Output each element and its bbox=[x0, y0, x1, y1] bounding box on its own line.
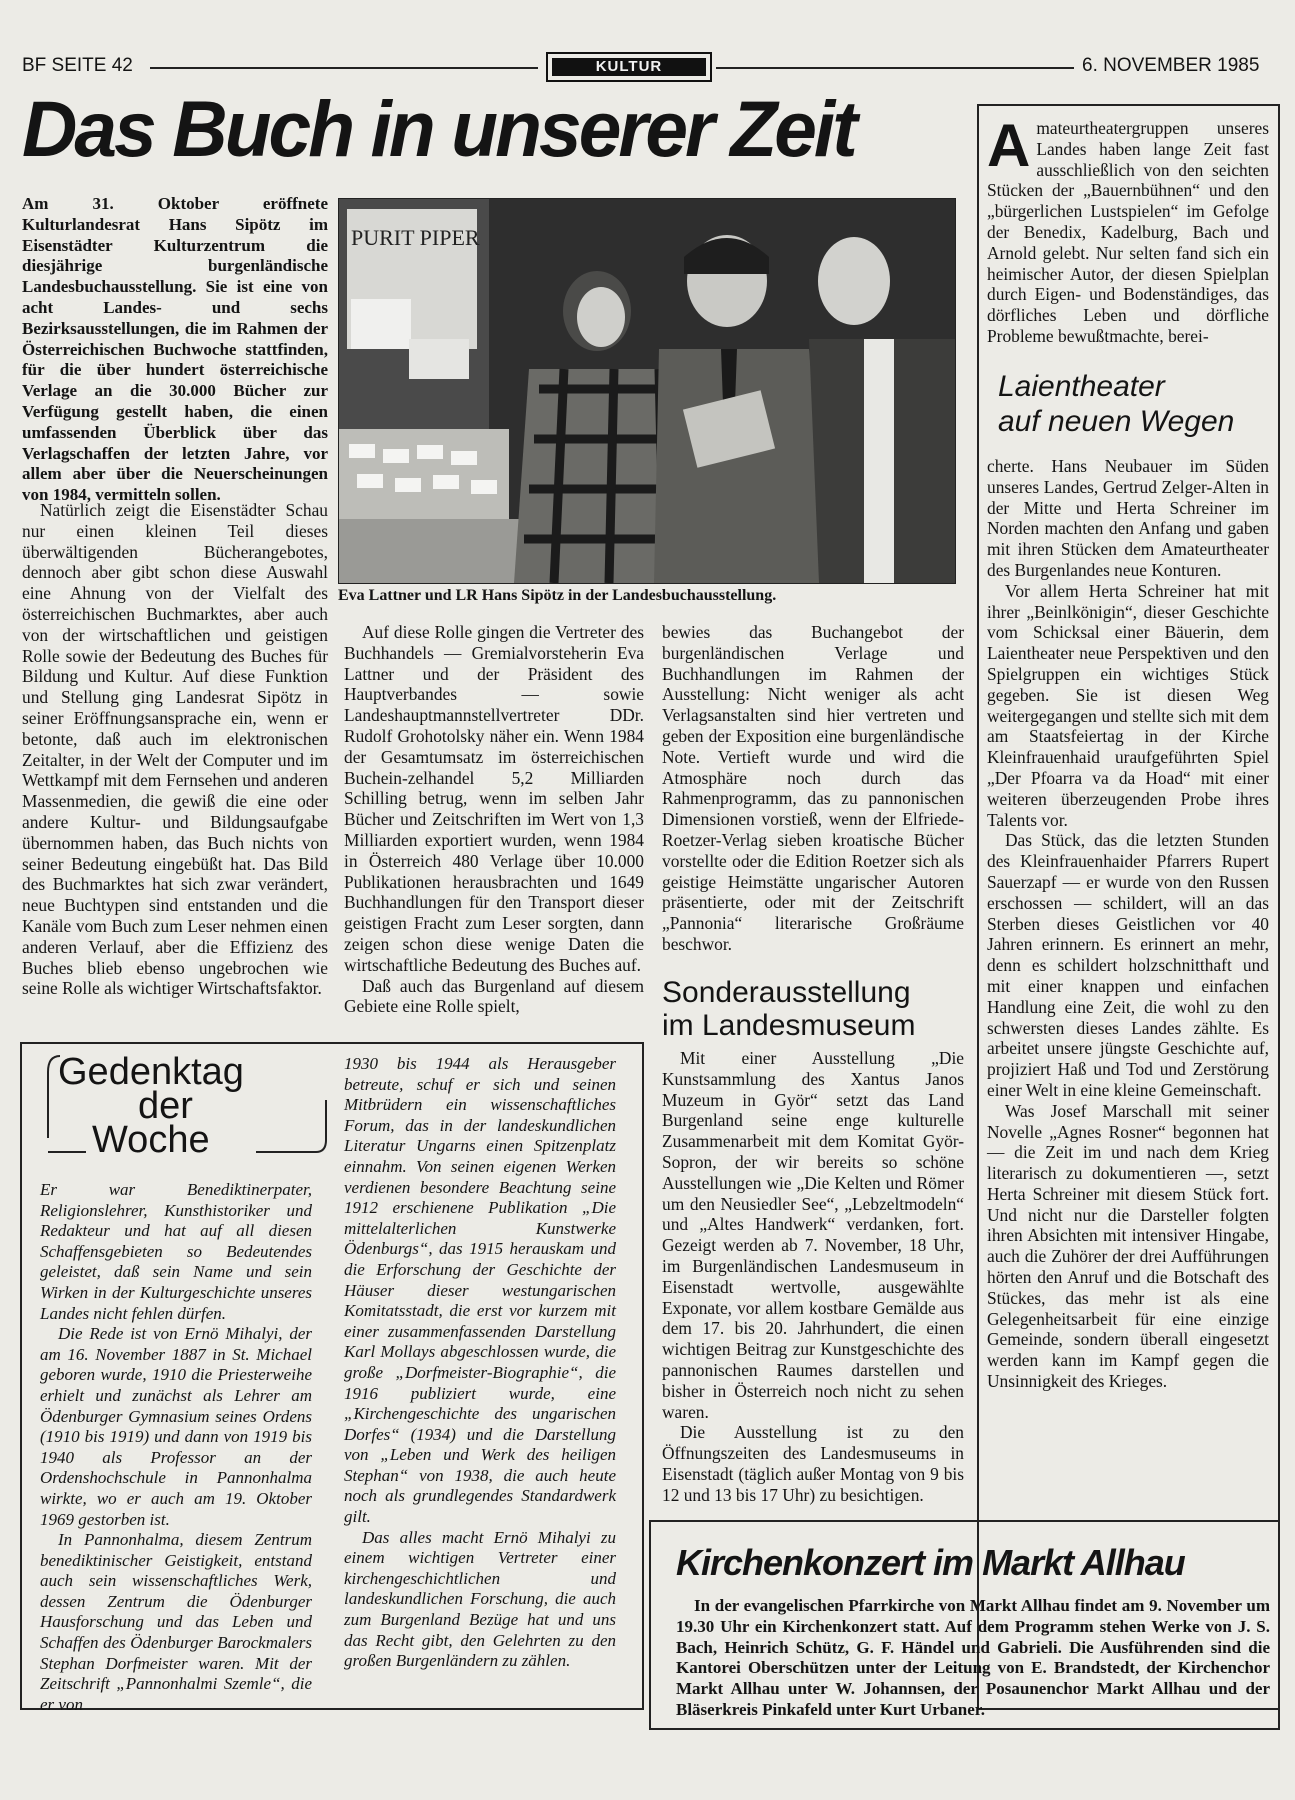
col2-body bbox=[344, 622, 644, 1017]
dropcap-letter: A bbox=[987, 112, 1031, 179]
sonder-title-line2: im Landesmuseum bbox=[662, 1009, 916, 1042]
col2-paragraph: Auf diese Rolle gingen die Vertreter des Buchhandels — Gremialvorsteherin Eva Lattner und der Präsident des Hauptverbandes — sowie Landeshauptmannstellvertreter DDr. Rudolf Grohotolsky näher ein. Wenn 1984 der Gesamtumsatz im österreichischen Buchein-zelhandel 5,2 Milliarden Schilling betrug, wenn im selben Jahr Bücher und Zeitschriften im Wert von 1,3 Milliarden exportiert wurden, wenn 1984 in Österreich 480 Verlage über 10.000 Publikationen herausbrachten und 1649 Buchhandlungen für den Transport dieser geistigen Fracht zum Leser sorgten, dann zeigen schon diese wenige Daten die wirtschaftliche Bedeutung des Buches auf. bbox=[344, 622, 644, 975]
laientheater-paragraph: cherte. Hans Neubauer im Süden unseres Landes, Gertrud Zelger-Alten in der Mitte und Herta Schreiner im Norden machten den Anfang und gaben mit ihren Stücken dem Amateurtheater des Burgenlandes neue Konturen. bbox=[987, 456, 1269, 580]
header-rule-right bbox=[716, 67, 1074, 69]
sonder-body bbox=[662, 1048, 964, 1506]
gedenktag-col2 bbox=[344, 1054, 616, 1672]
sonder-paragraph: Die Ausstellung ist zu den Öffnungszeiten des Landesmuseums in Eisenstadt (täglich außer Montag von 9 bis 12 und 13 bis 17 Uhr) zu besichtigen. bbox=[662, 1422, 964, 1505]
col1-body: Natürlich zeigt die Eisenstädter Schau nur einen kleinen Teil dieses überwältigenden Bücherangebotes, dennoch aber gibt schon diese Auswahl eine Ahnung von der Vielfalt des österreichischen Buchmarktes, aber auch von der wirtschaftlichen und geistigen Rolle sowie der Bedeutung des Buches für Bildung und Kultur. Auf diese Funktion und Stellung ging Landesrat Sipötz in seiner Eröffnungsansprache ein, wenn er betonte, daß auch im elektronischen Zeitalter, in der Welt der Computer und im Wettkampf mit dem Fernsehen und anderen Massenmedien, die gewiß die eine oder andere Kultur- und Bildungsaufgabe übernommen haben, das Buch nichts von seiner Bedeutung eingebüßt hat. Das Bild des Buchmarktes hat sich zwar verändert, neue Buchtypen sind entstanden und die Kanäle vom Buch zum Leser nehmen einen anderen Verlauf, aber die Effizienz des Buches blieb ebenso ungebrochen wie seine Rolle als wichtiger Wirtschaftsfaktor. bbox=[22, 500, 328, 999]
col3-body: bewies das Buchangebot der burgenländischen Verlage und Buchhandlungen im Rahmen der Ausstellung: Nicht weniger als acht Verlagsanstalten sind hier vertreten und geben der Exposition eine burgenländische Note. Vertieft wurde und wird die Atmosphäre noch durch das Rahmenprogramm, das zu pannonischen Dimensionen vorstieß, wenn der Elfriede-Roetzer-Verlag sieben kroatische Bücher vorstellte oder die Edition Roetzer sich als geistige Heimstätte ungarischer Autoren präsentierte, oder mit der Zeitschrift „Pannonia“ literarische Großräume beschwor. bbox=[662, 622, 964, 954]
gedenktag-paragraph: Das alles macht Ernö Mihalyi zu einem wichtigen Vertreter einer kirchengeschichtlichen und landeskundlichen Forschung, die auch zum Burgenland Bezüge hat und uns das Recht gibt, den Gelehrten zu den großen Burgenländern zu zählen. bbox=[344, 1527, 616, 1671]
laientheater-intro bbox=[987, 112, 1269, 347]
gedenktag-word: Woche bbox=[92, 1119, 210, 1161]
lead-paragraph: Am 31. Oktober eröffnete Kulturlandesrat Hans Sipötz im Eisenstädter Kulturzentrum die diesjährige burgenländische Landesbuchausstellung. Sie ist eine von acht Landes- und sechs Bezirksausstellungen, die im Rahmen der Österreichischen Buchwoche stattfinden, für die über hundert österreichische Verlage an die 30.000 Bücher zur Verfügung gestellt haben, die einen umfassenden Überblick über das Verlagschaffen der letzten Jahre, vor allem aber über die Neuerscheinungen von 1984, vermitteln sollen. bbox=[22, 194, 328, 505]
gedenktag-title bbox=[46, 1050, 336, 1162]
page-label: BF SEITE 42 bbox=[22, 55, 133, 76]
gedenktag-word: Gedenktag bbox=[58, 1051, 244, 1093]
gedenktag-col1 bbox=[40, 1180, 312, 1715]
photo-caption: Eva Lattner und LR Hans Sipötz in der Landesbuchausstellung. bbox=[338, 587, 777, 604]
intro-text: mateurtheatergruppen unseres Landes haben lange Zeit fast ausschließlich von den seichten Stücken der „Bauernbühnen“ und den „bürgerlichen Lustspielen“ im Gefolge der Benedix, Kadelburg, Bach und Arnold gelebt. Nur selten fand sich ein heimischer Autor, der diesen Spielplan durch Eigen- und Bodenständiges, das dörfliches Leben und dörfliche Probleme bewußtmachte, berei- bbox=[987, 118, 1269, 346]
laientheater-body bbox=[987, 456, 1269, 1392]
laientheater-paragraph: Was Josef Marschall mit seiner Novelle „Agnes Rosner“ begonnen hat — die Zeit im und nach dem Krieg literarisch zu dokumentieren —, setzt Herta Schreiner mit diesem Stück fort. Und nicht nur die Darsteller folgten ihren Absichten mit intensiver Hingabe, auch die Zuhörer der drei Aufführungen hörten den Anruf und die Botschaft des Stückes, das mehr ist als eine Gelegenheitsarbeit für eine einzige Gemeinde, sondern überall eingesetzt werden kann im Kampf gegen die Unsinnigkeit des Krieges. bbox=[987, 1100, 1269, 1392]
gedenktag-paragraph: Die Rede ist von Ernö Mihalyi, der am 16. November 1887 in St. Michael geboren wurde, 1910 die Priesterweihe erhielt und zunächst als Lehrer am Ödenburger Gymnasium seines Ordens (1910 bis 1919) und dann von 1919 bis 1940 als Professor an der Ordenshochschule in Pannonhalma wirkte, wo er auch am 19. Oktober 1969 gestorben ist. bbox=[40, 1324, 312, 1529]
gedenktag-paragraph: 1930 bis 1944 als Herausgeber betreute, schuf er sich und seinen Mitbrüdern ein wissenschaftliches Forum, das in der landeskundlichen Literatur Ungarns einen Spitzenplatz einnahm. Von seinen eigenen Werken verdienen besondere Beachtung seine 1912 erschienene Publikation „Die mittelalterlichen Kunstwerke Ödenburgs“, das 1915 herauskam und die Erforschung der Geschichte der Häuser dieser westungarischen Komitatsstadt, die erst vor kurzem mit einer zusammenfassenden Darstellung Karl Mollays abgeschlossen wurde, die große „Dorfmeister-Biographie“, die 1916 publiziert wurde, eine „Kirchengeschichte des ungarischen Dorfes“ (1934) und die Darstellung von „Leben und Werk des heiligen Stephan“ von 1938, die auch heute noch als grundlegendes Standardwerk gilt. bbox=[344, 1054, 616, 1527]
section-box bbox=[546, 52, 712, 82]
kirchenkonzert-title: Kirchenkonzert im Markt Allhau bbox=[676, 1542, 1185, 1583]
page-date: 6. NOVEMBER 1985 bbox=[1082, 55, 1260, 76]
header-rule-left bbox=[150, 67, 538, 69]
laientheater-paragraph: Das Stück, das die letzten Stunden des Kleinfrauenhaider Pfarrers Rupert Sauerzapf — er wurde von den Russen erschossen — schildert, will an das Sterben dieses Geistlichen vor 40 Jahren erinnern. Es erinnert an mehr, denn es schildert holzschnitthaft und mit einer knappen und einfachen Handlung eine Zeit, die wohl zu den schwersten dieses Landes zählte. Es arbeitet unsere jüngste Geschichte auf, projiziert Haß und Tod und Zerstörung einer Welt in eine kleine Gemeinschaft. bbox=[987, 830, 1269, 1100]
gedenktag-word: der bbox=[138, 1085, 193, 1127]
col2-paragraph: Daß auch das Burgenland auf diesem Gebiete eine Rolle spielt, bbox=[344, 975, 644, 1017]
gedenktag-paragraph: Er war Benediktinerpater, Religionslehrer, Kunsthistoriker und Redakteur und hat auf all diesen Schaffensgebieten so Bedeutendes geleistet, daß sein Name und sein Wirken in der Kulturgeschichte unseres Landes nicht fehlen dürfen. bbox=[40, 1180, 312, 1323]
headline: Das Buch in unserer Zeit bbox=[22, 84, 855, 173]
gedenktag-paragraph: In Pannonhalma, diesem Zentrum benediktinischer Geistigkeit, entstand auch sein wissenschaftliches Werk, dessen Zentrum die Ödenburger Hausforschung und das Leben und Schaffen des Ödenburger Barockmalers Stephan Dorfmeister waren. Mit der Zeitschrift „Pannonhalmi Szemle“, die er von bbox=[40, 1530, 312, 1714]
laientheater-title-line2: auf neuen Wegen bbox=[998, 405, 1235, 438]
laientheater-title-line1: Laientheater bbox=[998, 370, 1165, 403]
exhibition-photo bbox=[338, 198, 956, 584]
sign-text: PURIT PIPER bbox=[351, 225, 480, 250]
photo-illustration bbox=[339, 199, 955, 583]
laientheater-paragraph: Vor allem Herta Schreiner hat mit ihrer „Beinlkönigin“, dieser Geschichte vom Schicksal einer Bäuerin, dem Laientheater neue Perspektiven und den Spielgruppen ein wichtiges Stück gegeben. Sie ist diesen Weg weitergegangen und stellte sich mit dem am Staatsfeiertag in der Kirche Kleinfrauenhaid uraufgeführten Spiel „Der Pfoarra va da Hoad“ mit einer weiteren überzeugenden Probe ihres Talents vor. bbox=[987, 580, 1269, 830]
sonder-paragraph: Mit einer Ausstellung „Die Kunstsammlung des Xantus Janos Muzeum in Györ“ setzt das Land Burgenland seine enge kulturelle Zusammenarbeit mit dem Komitat Györ-Sopron, der wir bereits so schöne Ausstellungen wie „Die Kelten und Römer um den Neusiedler See“, „Lebzeltmodeln“ und „Altes Handwerk“ verdanken, fort. Gezeigt werden ab 7. November, 18 Uhr, im Burgenländischen Landesmuseum in Eisenstadt wertvolle, ausgewählte Exponate, vor allem kostbare Gemälde aus dem 17. bis 20. Jahrhundert, die einen wichtigen Beitrag zur Kunstgeschichte des pannonischen Raumes darstellen und bisher in Österreich noch nicht zu sehen waren. bbox=[662, 1048, 964, 1422]
kirchenkonzert-body: In der evangelischen Pfarrkirche von Markt Allhau findet am 9. November um 19.30 Uhr ein Kirchenkonzert statt. Auf dem Programm stehen Werke von J. S. Bach, Heinrich Schütz, G. F. Händel und Gabrieli. Die Ausführenden sind die Kantorei Oberschützen unter der Leitung von E. Brandstedt, der Kirchenchor Markt Allhau unter W. Johannsen, der Posaunenchor Markt Allhau und der Bläserkreis Pinkafeld unter Kurt Urbaner. bbox=[676, 1596, 1270, 1719]
sonder-title-line1: Sonderausstellung bbox=[662, 976, 911, 1009]
section-label: KULTUR bbox=[552, 58, 706, 76]
